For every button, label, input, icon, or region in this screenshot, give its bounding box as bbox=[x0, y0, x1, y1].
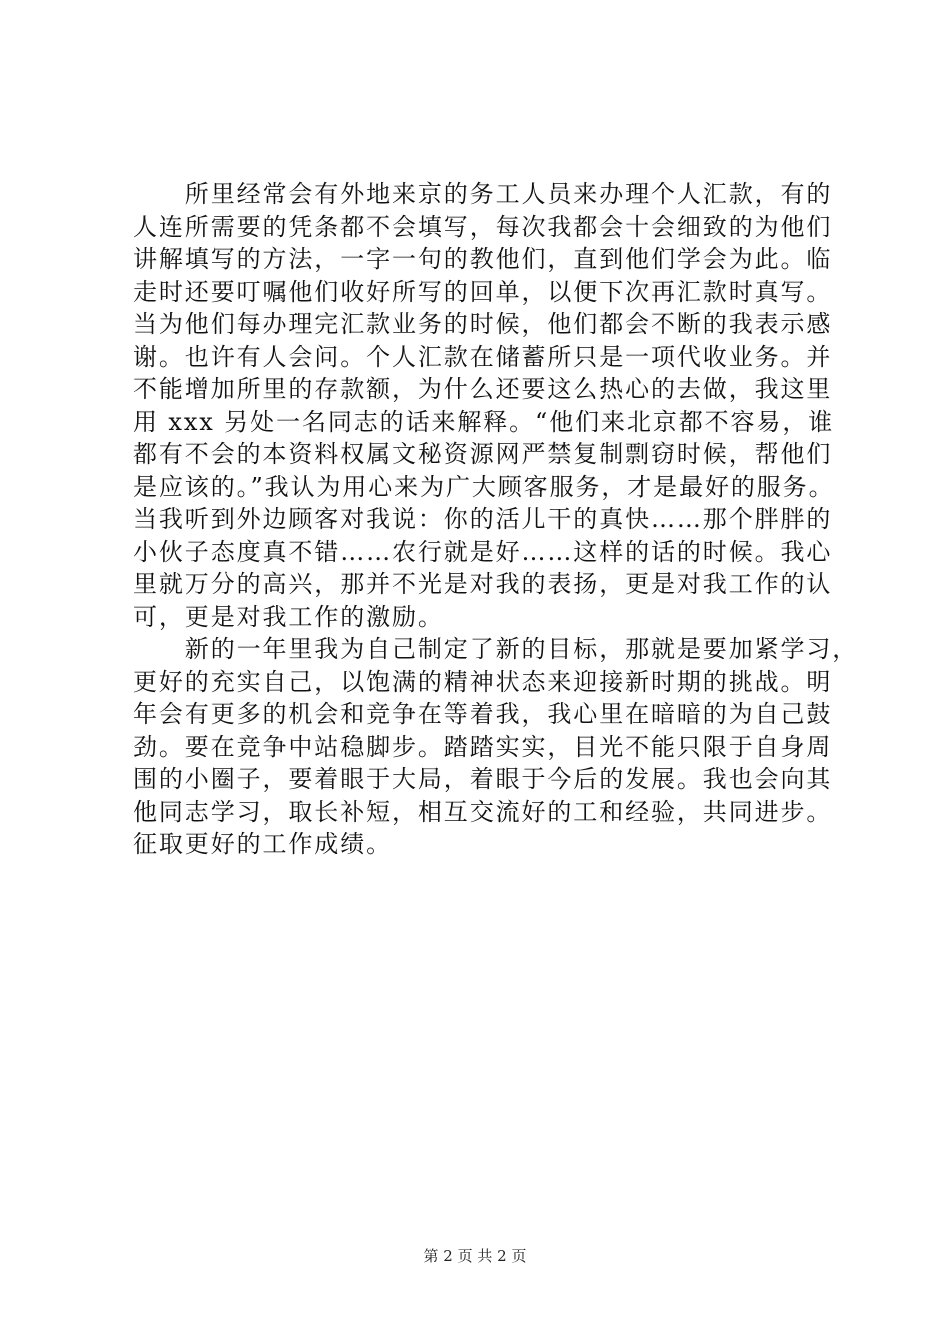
text-line: 年会有更多的机会和竞争在等着我，我心里在暗暗的为自己鼓 bbox=[133, 700, 833, 728]
text-line: 都有不会的本资料权属文秘资源网严禁复制剽窃时候，帮他们 bbox=[133, 440, 833, 468]
text-line: 所里经常会有外地来京的务工人员来办理个人汇款，有的 bbox=[133, 180, 833, 208]
text-line: 小伙子态度真不错……农行就是好……这样的话的时候。我心 bbox=[133, 537, 833, 566]
text-line: 可，更是对我工作的激励。 bbox=[133, 602, 444, 631]
text-line: 里就万分的高兴，那并不光是对我的表扬，更是对我工作的认 bbox=[133, 570, 833, 598]
text-line: 征取更好的工作成绩。 bbox=[133, 830, 392, 858]
text-line: 围的小圈子，要着眼于大局，着眼于今后的发展。我也会向其 bbox=[133, 765, 833, 793]
text-line: 用 xxx 另处一名同志的话来解释。“他们来北京都不容易，谁 bbox=[133, 407, 835, 436]
text-line: 劲。要在竞争中站稳脚步。踏踏实实，目光不能只限于自身周 bbox=[133, 732, 833, 761]
text-line: 讲解填写的方法，一字一句的教他们，直到他们学会为此。临 bbox=[133, 245, 833, 273]
text-line: 谢。也许有人会问。个人汇款在储蓄所只是一项代收业务。并 bbox=[133, 342, 833, 371]
text-line: 是应该的。”我认为用心来为广大顾客服务，才是最好的服务。 bbox=[133, 472, 835, 501]
text-line: 不能增加所里的存款额，为什么还要这么热心的去做，我这里 bbox=[133, 375, 833, 403]
text-line: 走时还要叮嘱他们收好所写的回单，以便下次再汇款时真写。 bbox=[133, 277, 833, 306]
text-line: 当我听到外边顾客对我说：你的活儿干的真快……那个胖胖的 bbox=[133, 505, 833, 533]
text-line: 新的一年里我为自己制定了新的目标，那就是要加紧学习， bbox=[133, 635, 859, 663]
page-number-footer: 第 2 页 共 2 页 bbox=[423, 1247, 527, 1265]
text-line: 他同志学习，取长补短，相互交流好的工和经验，共同进步。 bbox=[133, 797, 833, 826]
text-line: 当为他们每办理完汇款业务的时候，他们都会不断的我表示感 bbox=[133, 310, 833, 338]
text-line: 人连所需要的凭条都不会填写，每次我都会十会细致的为他们 bbox=[133, 212, 833, 241]
body-text bbox=[133, 178, 859, 861]
text-line: 更好的充实自己，以饱满的精神状态来迎接新时期的挑战。明 bbox=[133, 667, 833, 696]
